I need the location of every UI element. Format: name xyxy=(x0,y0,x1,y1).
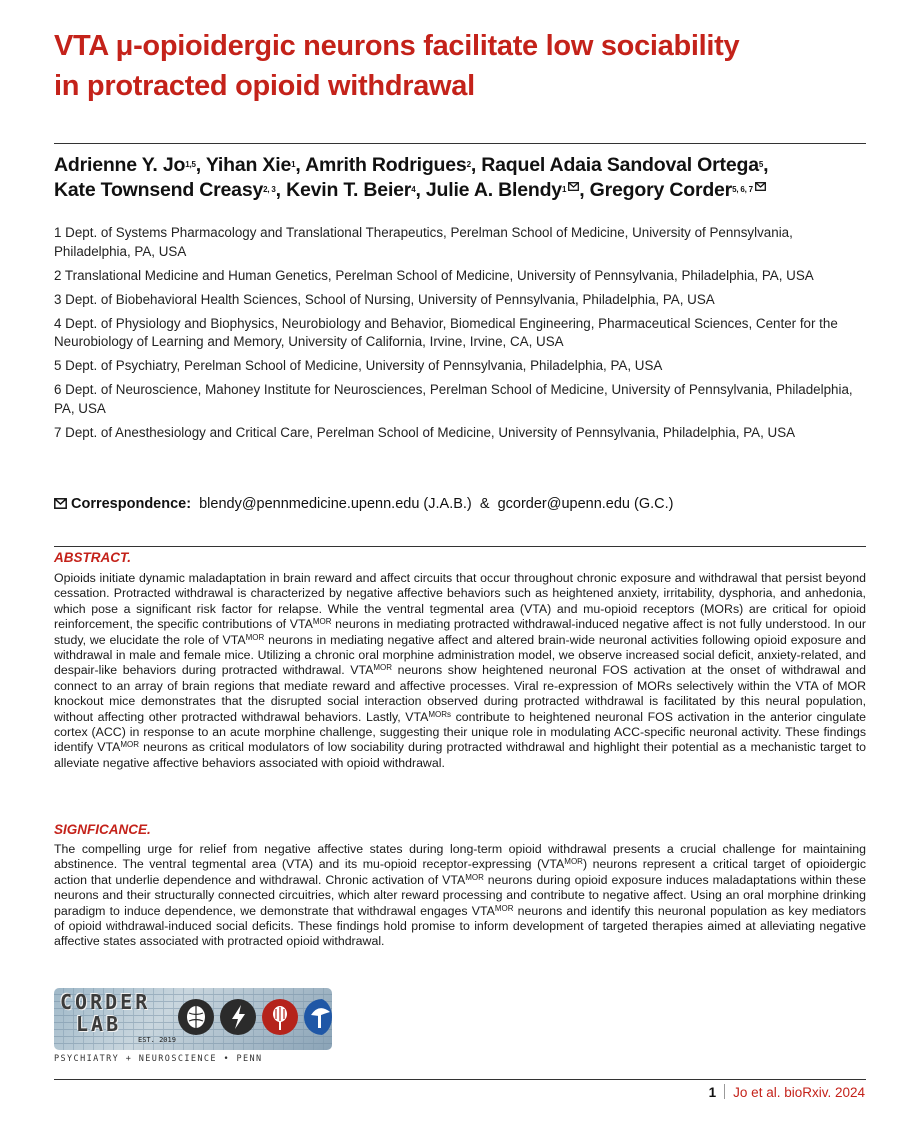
author-line-1: Adrienne Y. Jo$^{1,5}$, Yihan Xie$^1$, Amrith Rodrigues$^2$, Raquel Adaia Sandoval Ortega$^5$, xyxy=(54,154,769,176)
brain-badge-icon xyxy=(177,998,215,1036)
affiliation-item: 7 Dept. of Anesthesiology and Critical Care, Perelman School of Medicine, University of Pennsylvania, Philadelphia, PA, USA xyxy=(54,424,796,440)
corder-lab-logo xyxy=(54,988,332,1068)
page-footer xyxy=(709,1084,865,1100)
logo-word-1: CORDER xyxy=(60,990,151,1014)
envelope-icon xyxy=(568,182,579,191)
author-name: Julie A. Blendy xyxy=(425,179,562,201)
abstract-rule xyxy=(54,546,866,547)
lightning-badge-icon xyxy=(219,998,257,1036)
affiliation-item: 2 Translational Medicine and Human Genetics, Perelman School of Medicine, University of Pennsylvania, Philadelphia, PA, USA xyxy=(54,267,814,283)
title-rule xyxy=(54,143,866,144)
logo-word-2: LAB xyxy=(76,1012,122,1036)
citation: Jo et al. bioRxiv. 2024 xyxy=(733,1085,865,1100)
envelope-icon xyxy=(755,182,766,191)
correspondence-email-2[interactable]: gcorder@upenn.edu (G.C.) xyxy=(497,496,674,512)
paper-title xyxy=(54,26,874,106)
logo-tagline: PSYCHIATRY + NEUROSCIENCE • PENN xyxy=(54,1054,263,1064)
correspondence xyxy=(54,494,673,514)
poppy-badge-icon xyxy=(261,998,299,1036)
author-name: Yihan Xie xyxy=(205,154,292,176)
author-name: Amrith Rodrigues xyxy=(305,154,467,176)
correspondence-amp: & xyxy=(479,496,490,512)
affiliation-list xyxy=(54,224,866,448)
affiliation-item: 4 Dept. of Physiology and Biophysics, Neurobiology and Behavior, Biomedical Engineering, Pharmaceutical Sciences, Center for the Neurobiology of Learning and Memory, University of California, Irvine, Irvine, CA, USA xyxy=(54,315,838,349)
page-number: 1 xyxy=(708,1085,717,1100)
author-name: Raquel Adaia Sandoval Ortega xyxy=(481,154,759,176)
logo-est: EST. 2019 xyxy=(138,1036,176,1044)
author-name: Adrienne Y. Jo xyxy=(54,154,186,176)
mushroom-badge-icon xyxy=(303,998,332,1036)
title-line-2: in protracted opioid withdrawal xyxy=(54,70,475,102)
logo-panel xyxy=(54,988,332,1050)
title-line-1: VTA μ-opioidergic neurons facilitate low sociability xyxy=(54,30,740,62)
affiliation-item: 3 Dept. of Biobehavioral Health Sciences, School of Nursing, University of Pennsylvania, Philadelphia, PA, USA xyxy=(54,291,715,307)
significance-heading: SIGNFICANCE. xyxy=(54,822,151,837)
author-line-2: Kate Townsend Creasy$^{2, 3}$, Kevin T. Beier$^4$, Julie A. Blendy$^1$ , Gregory Corder$^{5, 6, 7}$ xyxy=(54,178,874,203)
affiliation-item: 1 Dept. of Systems Pharmacology and Translational Therapeutics, Perelman School of Medicine, University of Pennsylvania, Philadelphia, PA, USA xyxy=(54,225,793,259)
affiliation-item: 5 Dept. of Psychiatry, Perelman School of Medicine, University of Pennsylvania, Philadelphia, PA, USA xyxy=(54,358,663,373)
correspondence-label: Correspondence: xyxy=(71,496,192,512)
significance-body: The compelling urge for relief from negative affective states during long-term opioid withdrawal presents a crucial challenge for maintaining abstinence. The ventral tegmental area (VTA) and its mu-opioid receptor-expressing $(VTA^{MOR})$ neurons represent a critical target of opioidergic action that underlie dependence and withdrawal. Chronic activation of $VTA^{MOR}$ neurons during opioid exposure induces maladaptations within these neurons and their structurally connected circuitries, which alter reward processing and contribute to negative affect. Using an oral morphine drinking paradigm to induce dependence, we demonstrate that withdrawal engages $VTA^{MOR}$ neurons and identify this neuronal population as key mediators of opioid withdrawal-induced social deficits. These findings hold promise to inform development of targeted therapies aimed at alleviating negative affective states associated with protracted opioid withdrawal. xyxy=(54,842,866,949)
author-name: Kate Townsend Creasy xyxy=(54,179,264,201)
envelope-icon xyxy=(54,498,67,509)
correspondence-email-1[interactable]: blendy@pennmedicine.upenn.edu (J.A.B.) xyxy=(199,496,472,512)
affiliation-item: 6 Dept. of Neuroscience, Mahoney Institute for Neurosciences, Perelman School of Medicine, University of Pennsylvania, Philadelphia, PA, USA xyxy=(54,382,853,416)
footer-rule xyxy=(54,1079,866,1080)
author-list xyxy=(54,153,874,203)
abstract-body: Opioids initiate dynamic maladaptation in brain reward and affect circuits that occur throughout chronic exposure and withdrawal that persist beyond cessation. Protracted withdrawal is characterized by negative affective behaviors such as heightened anxiety, irritability, dysphoria, and anhedonia, which pose a significant risk factor for relapse. While the ventral tegmental area (VTA) and mu-opioid receptors (MORs) are critical for opioid reinforcement, the specific contributions of $VTA^{MOR}$ neurons in mediating protracted withdrawal-induced negative affect is not fully understood. In our study, we elucidate the role of $VTA^{MOR}$ neurons in mediating negative affect and altered brain-wide neuronal activities following opioid exposure and withdrawal in male and female mice. Utilizing a chronic oral morphine administration model, we observe increased social deficit, anxiety-related, and despair-like behaviors during protracted withdrawal. $VTA^{MOR}$ neurons show heightened neuronal FOS activation at the onset of withdrawal and connect to an array of brain regions that mediate reward and affective processes. Viral re-expression of MORs selectively within the VTA of MOR knockout mice demonstrates that the disrupted social interaction observed during protracted withdrawal is facilitated by this neural population, without affecting other protracted withdrawal behaviors. Lastly, $VTA^{MORs}$ contribute to heightened neuronal FOS activation in the anterior cingulate cortex (ACC) in response to an acute morphine challenge, suggesting their unique role in modulating ACC-specific neuronal activity. These findings identify $VTA^{MOR}$ neurons as critical modulators of low sociability during protracted withdrawal and highlight their potential as a mechanistic target to alleviate negative affective behaviors associated with opioid withdrawal. xyxy=(54,571,866,770)
author-name: Kevin T. Beier xyxy=(286,179,412,201)
abstract-heading: ABSTRACT. xyxy=(54,550,131,565)
author-name: Gregory Corder xyxy=(589,179,733,201)
